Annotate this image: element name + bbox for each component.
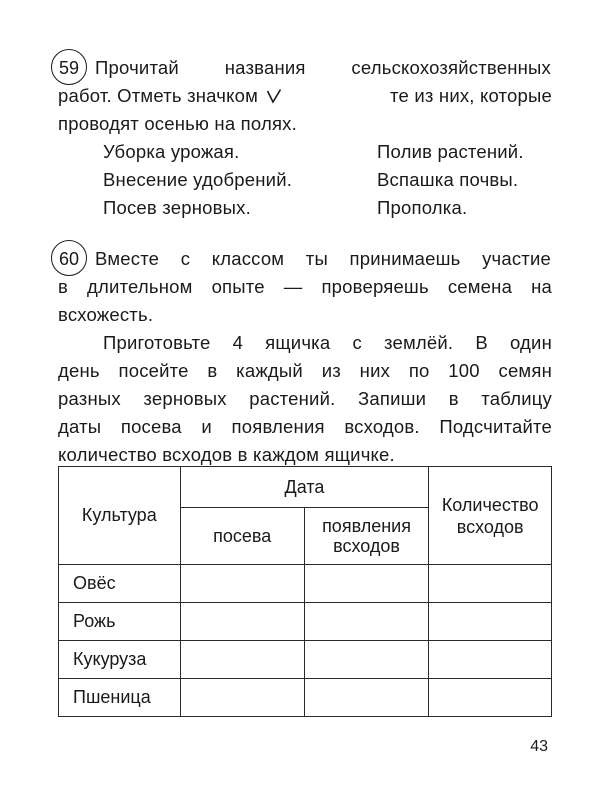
cell-rye-count[interactable]	[429, 603, 552, 641]
task-59-line-2-text: работ. Отметь значком	[58, 85, 258, 106]
row-rye: Рожь	[59, 603, 181, 641]
task-60-para2-line-5: количество всходов в каждом ящичке.	[58, 444, 395, 465]
cell-oats-count[interactable]	[429, 565, 552, 603]
task-60-para1-line-3: всхожесть.	[58, 304, 154, 325]
header-sprouts: появления всходов	[304, 508, 429, 565]
table-header-row	[59, 467, 552, 508]
header-sowing: посева	[180, 508, 304, 565]
cell-corn-count[interactable]	[429, 641, 552, 679]
task-60-para2-line-2: день посейте в каждый из них по 100 семян	[58, 360, 552, 381]
table-row	[59, 565, 552, 603]
cell-corn-sprouts[interactable]	[304, 641, 429, 679]
cell-wheat-sprouts[interactable]	[304, 679, 429, 717]
header-culture: Культура	[59, 467, 181, 565]
work-item-fertilizing[interactable]: Внесение удобрений.	[103, 169, 293, 190]
task-60-number: 60	[51, 240, 87, 276]
task-60-para2-line-3: разных зерновых растений. Запиши в таблицу	[58, 388, 552, 409]
task-60-para2-line-1: Приготовьте 4 ящичка с землёй. В один	[103, 332, 552, 353]
row-wheat: Пшеница	[59, 679, 181, 717]
work-item-harvest[interactable]: Уборка урожая.	[103, 141, 240, 162]
task-59-line-1: Прочитай названия сельскохозяйственных	[95, 57, 551, 78]
header-count: Количество всходов	[429, 467, 552, 565]
cell-corn-sowing[interactable]	[180, 641, 304, 679]
cell-oats-sprouts[interactable]	[304, 565, 429, 603]
cell-wheat-count[interactable]	[429, 679, 552, 717]
table-row	[59, 641, 552, 679]
checkmark-icon	[266, 88, 282, 104]
task-60-para1-line-2: в длительном опыте — проверяешь семена на	[58, 276, 552, 297]
page-number: 43	[530, 738, 548, 755]
work-item-watering[interactable]: Полив растений.	[377, 141, 524, 162]
row-corn: Кукуруза	[59, 641, 181, 679]
table-row	[59, 603, 552, 641]
task-60-para2-line-4: даты посева и появления всходов. Подсчитайте	[58, 416, 552, 437]
task-59-line-2	[58, 84, 552, 108]
task-59-line-2-start	[58, 84, 284, 108]
cell-wheat-sowing[interactable]	[180, 679, 304, 717]
work-item-grain-sowing[interactable]: Посев зерновых.	[103, 197, 251, 218]
task-59-number: 59	[51, 49, 87, 85]
task-59-line-3: проводят осенью на полях.	[58, 113, 297, 134]
task-60-para1-line-1: Вместе с классом ты принимаешь участие	[95, 248, 551, 269]
header-date: Дата	[180, 467, 429, 508]
cell-rye-sowing[interactable]	[180, 603, 304, 641]
work-item-plowing[interactable]: Вспашка почвы.	[377, 169, 519, 190]
cell-rye-sprouts[interactable]	[304, 603, 429, 641]
cell-oats-sowing[interactable]	[180, 565, 304, 603]
work-item-weeding[interactable]: Прополка.	[377, 197, 468, 218]
row-oats: Овёс	[59, 565, 181, 603]
table-row	[59, 679, 552, 717]
task-59-line-2-end: те из них, которые	[390, 85, 552, 106]
observation-table	[58, 466, 552, 717]
